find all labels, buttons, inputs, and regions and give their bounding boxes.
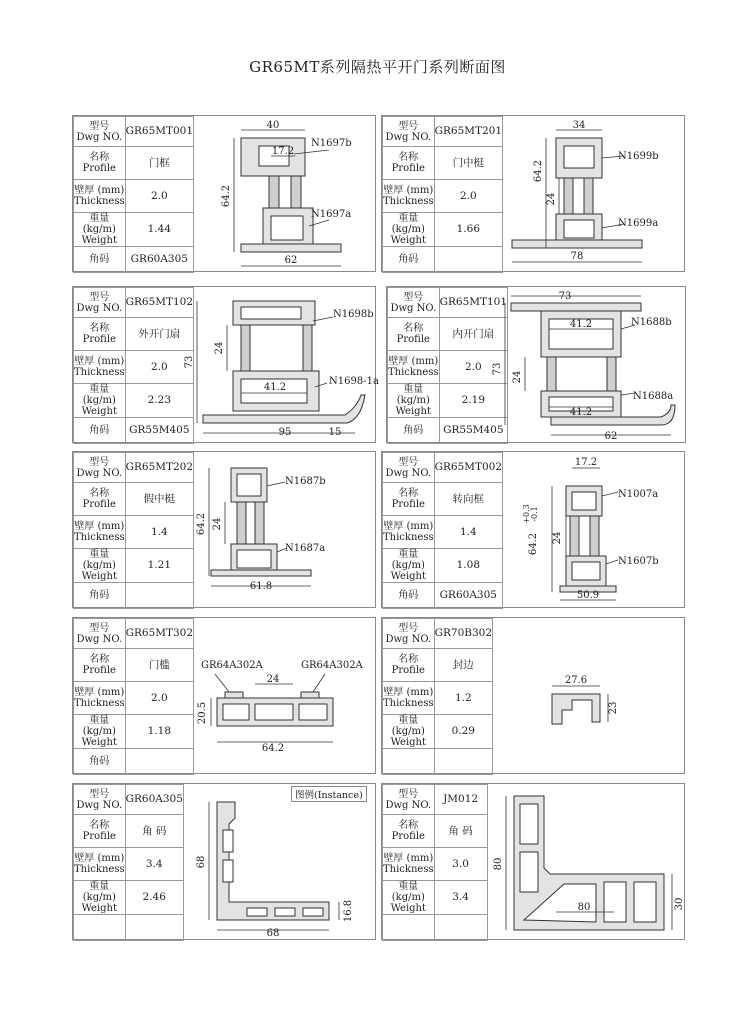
dim-width-lip: 15 <box>328 427 342 438</box>
profile-panel-gr65mt201 <box>381 115 685 272</box>
spec-table: 型号 Dwg NO. GR65MT101 名称 Profile 内开门扇 壁厚 (mm) Thickness 2.0 重量 (kg/m) Weight 2.19 角码 GR55M405 <box>387 287 508 444</box>
dwg-no: GR65MT101 <box>439 288 507 318</box>
section-drawing <box>175 618 375 773</box>
spec-table: 型号 Dwg NO. GR65MT302 名称 Profile 门槛 壁厚 (mm) Thickness 2.0 重量 (kg/m) Weight 1.18 角码 <box>73 618 194 775</box>
part-label: N1699a <box>618 218 659 229</box>
spec-table: 型号 Dwg NO. GR65MT102 名称 Profile 外开门扇 壁厚 (mm) Thickness 2.0 重量 (kg/m) Weight 2.23 角码 GR55M405 <box>73 287 194 444</box>
dim-width-top: 17.2 <box>574 457 598 468</box>
profile-panel-gr65mt202 <box>72 451 376 608</box>
dim-width-inner: 17.2 <box>271 146 295 157</box>
dwg-no: GR65MT202 <box>125 453 193 483</box>
dim-width-mid: 41.2 <box>569 319 593 330</box>
profile-name: 内开门扇 <box>439 318 507 351</box>
dim-tolerance-plus: +0.3 <box>522 504 531 524</box>
dwg-no: GR65MT302 <box>125 619 193 649</box>
section-drawing <box>484 452 684 607</box>
dim-width-mid: 24 <box>266 674 280 685</box>
dim-width: 27.6 <box>564 675 588 686</box>
section-drawing <box>179 116 374 271</box>
part-label: N1688a <box>633 391 674 402</box>
weight: 2.46 <box>125 881 183 915</box>
part-label: N1007a <box>618 489 659 500</box>
thickness: 3.0 <box>434 848 487 881</box>
dim-height: 64.2 <box>533 159 544 183</box>
dim-height-mid: 24 <box>212 517 223 531</box>
weight: 2.19 <box>439 384 507 418</box>
dim-width-bottom: 50.9 <box>576 590 600 601</box>
profile-panel-gr65mt102 <box>72 286 379 443</box>
part-label: N1687b <box>285 476 326 487</box>
thickness: 2.0 <box>125 180 193 213</box>
corner-code: GR55M405 <box>125 418 193 444</box>
dim-tolerance-minus: -0.1 <box>530 506 539 522</box>
weight: 1.08 <box>434 549 502 583</box>
dim-width-low: 41.2 <box>569 407 593 418</box>
spec-table: 型号 Dwg NO. GR65MT002 名称 Profile 转向框 壁厚 (mm) Thickness 1.4 重量 (kg/m) Weight 1.08 角码 GR60A305 <box>382 452 503 609</box>
weight: 3.4 <box>434 881 487 915</box>
thickness: 2.0 <box>439 351 507 384</box>
weight: 1.44 <box>125 213 193 247</box>
dim-width-bottom: 78 <box>570 251 584 262</box>
profile-name: 门槛 <box>125 649 193 682</box>
dim-width: 80 <box>577 902 591 913</box>
dim-height-mid: 24 <box>546 192 557 206</box>
part-label: N1697b <box>311 138 352 149</box>
dim-height-mid: 24 <box>512 370 523 384</box>
dim-height: 64.2 <box>196 512 207 536</box>
section-drawing <box>175 287 379 442</box>
page-title: GR65MT系列隔热平开门系列断面图 <box>249 58 506 76</box>
profile-panel-gr65mt302 <box>72 617 376 774</box>
profile-name: 门中梃 <box>434 147 502 180</box>
dim-height-mid: 24 <box>552 531 563 545</box>
section-drawing <box>175 452 375 607</box>
part-label: N1698-1a <box>329 376 379 387</box>
dwg-no: GR60A305 <box>125 785 183 815</box>
dim-width-top: 40 <box>266 120 280 131</box>
thickness: 3.4 <box>125 848 183 881</box>
dwg-no: GR65MT001 <box>125 117 193 147</box>
part-label: GR64A302A <box>301 660 363 671</box>
dim-width-bottom: 61.8 <box>249 581 273 592</box>
dim-width-top: 34 <box>572 120 586 131</box>
profile-panel-gr65mt002 <box>381 451 685 608</box>
dim-height: 64.2 <box>528 532 539 556</box>
profile-name: 角 码 <box>434 815 487 848</box>
dwg-no: GR65MT002 <box>434 453 502 483</box>
dwg-no: GR70B302 <box>434 619 492 649</box>
dim-width-top: 73 <box>558 291 572 302</box>
section-drawing <box>484 784 684 939</box>
thickness: 2.0 <box>125 682 193 715</box>
thickness: 2.0 <box>434 180 502 213</box>
corner-code: GR60A305 <box>434 583 502 609</box>
dim-width-bottom: 64.2 <box>261 743 285 754</box>
part-label: GR64A302A <box>201 660 263 671</box>
spec-table: 型号 Dwg NO. GR70B302 名称 Profile 封边 壁厚 (mm) Thickness 1.2 重量 (kg/m) Weight 0.29 <box>382 618 493 775</box>
profile-panel-gr60a305 <box>72 783 376 940</box>
dwg-no: GR65MT201 <box>434 117 502 147</box>
profile-name: 外开门扇 <box>125 318 193 351</box>
profile-panel-gr65mt001 <box>72 115 376 272</box>
thickness: 2.0 <box>125 351 193 384</box>
weight: 1.21 <box>125 549 193 583</box>
corner-code: GR55M405 <box>439 418 507 444</box>
profile-name: 封边 <box>434 649 492 682</box>
dim-width-bottom: 95 <box>278 427 292 438</box>
corner-code: GR60A305 <box>125 247 193 273</box>
dim-height: 73 <box>492 362 503 376</box>
spec-table: 型号 Dwg NO. GR65MT201 名称 Profile 门中梃 壁厚 (mm) Thickness 2.0 重量 (kg/m) Weight 1.66 角码 <box>382 116 503 273</box>
part-label: N1697a <box>311 209 352 220</box>
section-drawing <box>484 116 684 271</box>
dim-width-bottom: 62 <box>604 431 618 442</box>
spec-table: 型号 Dwg NO. GR65MT001 名称 Profile 门框 壁厚 (mm) Thickness 2.0 重量 (kg/m) Weight 1.44 角码 GR60A305 <box>73 116 194 273</box>
instance-label: 图例(Instance) <box>291 786 367 802</box>
profile-name: 门框 <box>125 147 193 180</box>
dim-height: 80 <box>493 857 504 871</box>
spec-table: 型号 Dwg NO. GR65MT202 名称 Profile 假中梃 壁厚 (mm) Thickness 1.4 重量 (kg/m) Weight 1.21 角码 <box>73 452 194 609</box>
profile-panel-gr70b302 <box>381 617 685 774</box>
weight: 2.23 <box>125 384 193 418</box>
profile-panel-gr65mt101 <box>386 286 686 443</box>
dwg-no: GR65MT102 <box>125 288 193 318</box>
profile-panel-jm012 <box>381 783 685 940</box>
profile-name: 转向框 <box>434 483 502 516</box>
dim-height: 23 <box>608 701 619 715</box>
weight: 1.66 <box>434 213 502 247</box>
thickness: 1.4 <box>434 516 502 549</box>
part-label: N1698b <box>333 309 374 320</box>
thickness: 1.2 <box>434 682 492 715</box>
part-label: N1687a <box>285 543 326 554</box>
profile-name: 假中梃 <box>125 483 193 516</box>
dim-height: 64.2 <box>221 184 232 208</box>
spec-table: 型号 Dwg NO. GR60A305 名称 Profile 角 码 壁厚 (mm) Thickness 3.4 重量 (kg/m) Weight 2.46 <box>73 784 184 941</box>
section-drawing <box>484 618 684 773</box>
weight: 0.29 <box>434 715 492 749</box>
dwg-no: JM012 <box>434 785 487 815</box>
profile-name: 角 码 <box>125 815 183 848</box>
dim-height: 68 <box>196 855 207 869</box>
dim-thickness: 16.8 <box>343 899 354 923</box>
weight: 1.18 <box>125 715 193 749</box>
part-label: N1699b <box>618 151 659 162</box>
spec-table: 型号 Dwg NO. JM012 名称 Profile 角 码 壁厚 (mm) Thickness 3.0 重量 (kg/m) Weight 3.4 <box>382 784 488 941</box>
dim-width-bottom: 62 <box>284 255 298 266</box>
dim-width: 68 <box>266 928 280 939</box>
dim-height: 20.5 <box>197 701 208 725</box>
thickness: 1.4 <box>125 516 193 549</box>
dim-width-mid: 41.2 <box>263 382 287 393</box>
section-drawing <box>485 287 685 442</box>
dim-height: 73 <box>184 355 195 369</box>
section-drawing <box>175 784 375 939</box>
part-label: N1688b <box>631 317 672 328</box>
dim-thickness: 30 <box>674 897 685 911</box>
dim-height-mid: 24 <box>214 341 225 355</box>
part-label: N1607b <box>618 556 659 567</box>
